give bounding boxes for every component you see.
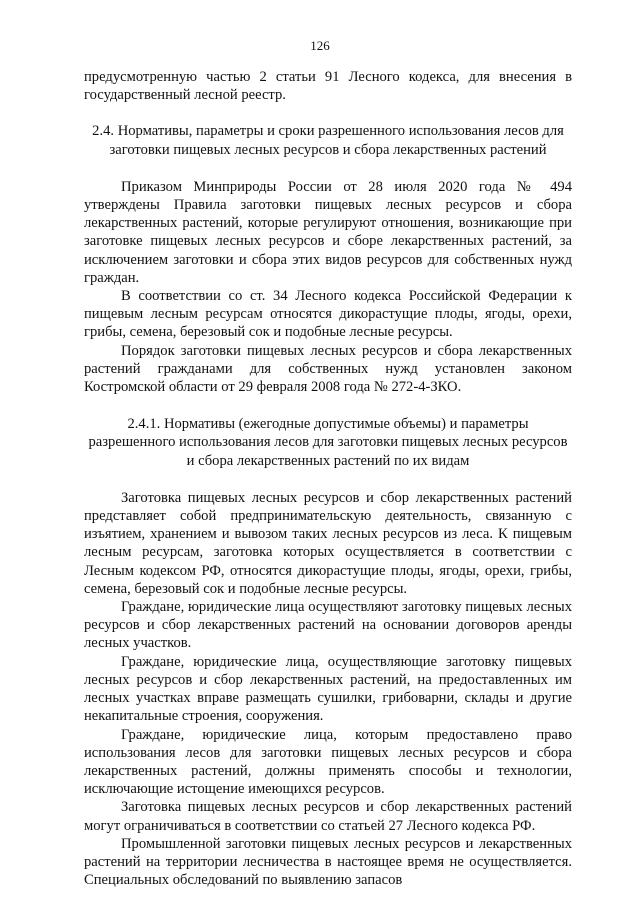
subsection-paragraph: Граждане, юридические лица, которым предоставлено право использования лесов для заготовки пищевых лесных ресурсов и сбора лекарственных растений, должны применять способы и технологии, исключающие истощение имеющихся ресурсов. xyxy=(84,726,572,798)
section-paragraph: Порядок заготовки пищевых лесных ресурсов и сбора лекарственных растений гражданами для собственных нужд установлен законом Костромской области от 29 февраля 2008 года № 272-4-ЗКО. xyxy=(84,342,572,396)
subsection-paragraph: Заготовка пищевых лесных ресурсов и сбор лекарственных растений могут ограничиваться в соответствии со статьей 27 Лесного кодекса РФ. xyxy=(84,799,572,834)
subsection-paragraph: Граждане, юридические лица осуществляют заготовку пищевых лесных ресурсов и сбор лекарственных растений на основании договоров аренды лесных участков. xyxy=(84,599,572,652)
section-paragraph: Приказом Минприроды России от 28 июля 2020 года № 494 утверждены Правила заготовки пищевых лесных ресурсов и сбора лекарственных растений, которые регулируют отношения, возникающие при заготовке пищевых лесных ресурсов и сборе лекарственных растений, за исключением заготовки и сбора этих видов ресурсов для собственных нужд граждан. xyxy=(84,178,572,286)
section-paragraph: В соответствии со ст. 34 Лесного кодекса Российской Федерации к пищевым лесным ресурсам относятся дикорастущие плоды, ягоды, орехи, грибы, семена, березовый сок и подобные лесные ресурсы. xyxy=(84,288,572,341)
page-number: 126 xyxy=(310,38,330,53)
subsection-heading: 2.4.1. Нормативы (ежегодные допустимые объемы) и параметры разрешенного использования лесов для заготовки пищевых лесных ресурсов и сбора лекарственных растений по их видам xyxy=(88,416,568,469)
page-content xyxy=(84,68,572,889)
intro-paragraph: предусмотренную частью 2 статьи 91 Лесного кодекса, для внесения в государственный лесной реестр. xyxy=(84,69,572,104)
subsection-paragraph: Граждане, юридические лица, осуществляющие заготовку пищевых лесных ресурсов и сбор лекарственных растений, на предоставленных им лесных участках вправе размещать сушилки, грибоварни, склады и другие некапитальные строения, сооружения. xyxy=(84,653,572,725)
subsection-paragraph: Промышленной заготовки пищевых лесных ресурсов и лекарственных растений на территории лесничества в настоящее время не осуществляется. Специальных обследований по выявлению запасов xyxy=(84,835,572,889)
subsection-paragraph: Заготовка пищевых лесных ресурсов и сбор лекарственных растений представляет собой предпринимательскую деятельность, связанную с изъятием, хранением и вывозом таких лесных ресурсов из леса. К пищевым лесным ресурсам, заготовка которых осуществляется в соответствии с Лесным кодексом РФ, относятся дикорастущие плоды, ягоды, орехи, грибы, семена, березовый сок и подобные лесные ресурсы. xyxy=(84,489,572,597)
section-heading: 2.4. Нормативы, параметры и сроки разрешенного использования лесов для заготовки пищевых лесных ресурсов и сбора лекарственных растений xyxy=(92,123,564,158)
